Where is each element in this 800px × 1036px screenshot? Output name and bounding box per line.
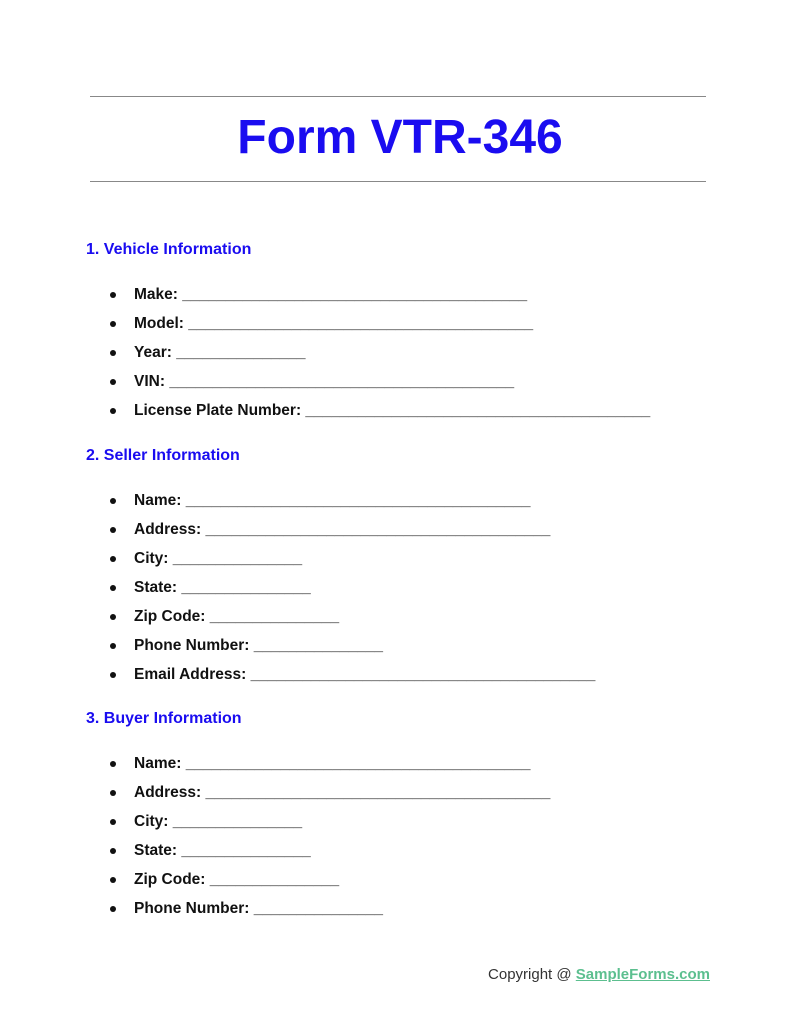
field-blank[interactable]: _______________: [181, 579, 311, 596]
bullet-icon: [110, 877, 116, 883]
field-label: Name:: [134, 755, 182, 772]
copyright-text: Copyright @: [488, 966, 576, 983]
vehicle-information-list: [110, 285, 650, 430]
field-label: State:: [134, 579, 178, 596]
seller-information-list: [110, 491, 595, 694]
bullet-icon: [110, 498, 116, 504]
bullet-icon: [110, 790, 116, 796]
field-blank[interactable]: ________________________________________: [182, 286, 528, 303]
bullet-icon: [110, 585, 116, 591]
field-blank[interactable]: ________________________________________: [205, 521, 551, 538]
field-blank[interactable]: ________________________________________: [205, 784, 551, 801]
field-buyer-city: [110, 812, 550, 841]
field-blank[interactable]: ________________________________________: [188, 315, 534, 332]
bullet-icon: [110, 672, 116, 678]
section-heading-vehicle-information: 1. Vehicle Information: [86, 241, 252, 258]
field-blank[interactable]: ________________________________________: [185, 755, 531, 772]
field-label: Make:: [134, 286, 178, 303]
field-blank[interactable]: _______________: [209, 871, 340, 888]
field-seller-email-address: [110, 665, 595, 694]
bullet-icon: [110, 321, 116, 327]
field-label: Model:: [134, 315, 184, 332]
field-blank[interactable]: _______________: [181, 842, 311, 859]
title-rule-bottom: [90, 181, 706, 182]
bullet-icon: [110, 848, 116, 854]
field-label: Zip Code:: [134, 871, 206, 888]
field-blank[interactable]: _______________: [172, 813, 303, 830]
field-buyer-phone-number: [110, 899, 550, 928]
bullet-icon: [110, 350, 116, 356]
field-blank[interactable]: _______________: [172, 550, 303, 567]
field-blank[interactable]: ________________________________________: [169, 373, 515, 390]
bullet-icon: [110, 379, 116, 385]
buyer-information-list: [110, 754, 550, 928]
field-blank[interactable]: ________________________________________: [305, 402, 651, 419]
field-blank[interactable]: _______________: [253, 900, 384, 917]
field-year: [110, 343, 650, 372]
field-buyer-zip-code: [110, 870, 550, 899]
field-seller-state: [110, 578, 595, 607]
field-blank[interactable]: ________________________________________: [250, 666, 596, 683]
field-license-plate-number: [110, 401, 650, 430]
field-seller-city: [110, 549, 595, 578]
bullet-icon: [110, 614, 116, 620]
field-blank[interactable]: _______________: [176, 344, 306, 361]
bullet-icon: [110, 556, 116, 562]
field-label: Address:: [134, 784, 202, 801]
field-vin: [110, 372, 650, 401]
bullet-icon: [110, 292, 116, 298]
brand-link[interactable]: SampleForms.com: [575, 966, 710, 983]
field-label: VIN:: [134, 373, 165, 390]
bullet-icon: [110, 906, 116, 912]
field-label: License Plate Number:: [134, 402, 302, 419]
footer-copyright: [488, 966, 710, 983]
bullet-icon: [110, 408, 116, 414]
field-label: Year:: [134, 344, 172, 361]
page-title: Form VTR-346: [237, 111, 563, 164]
field-buyer-state: [110, 841, 550, 870]
field-label: Name:: [134, 492, 182, 509]
section-heading-seller-information: 2. Seller Information: [86, 447, 240, 464]
field-label: Address:: [134, 521, 202, 538]
field-label: State:: [134, 842, 178, 859]
field-label: Phone Number:: [134, 900, 250, 917]
field-seller-zip-code: [110, 607, 595, 636]
bullet-icon: [110, 819, 116, 825]
field-label: Zip Code:: [134, 608, 206, 625]
field-blank[interactable]: _______________: [253, 637, 384, 654]
bullet-icon: [110, 527, 116, 533]
field-label: City:: [134, 813, 169, 830]
field-seller-phone-number: [110, 636, 595, 665]
field-label: Phone Number:: [134, 637, 250, 654]
field-model: [110, 314, 650, 343]
field-make: [110, 285, 650, 314]
field-blank[interactable]: ________________________________________: [185, 492, 531, 509]
section-heading-buyer-information: 3. Buyer Information: [86, 710, 242, 727]
field-label: Email Address:: [134, 666, 247, 683]
field-buyer-address: [110, 783, 550, 812]
field-buyer-name: [110, 754, 550, 783]
field-seller-address: [110, 520, 595, 549]
field-blank[interactable]: _______________: [209, 608, 340, 625]
bullet-icon: [110, 643, 116, 649]
title-rule-top: [90, 96, 706, 97]
bullet-icon: [110, 761, 116, 767]
field-seller-name: [110, 491, 595, 520]
field-label: City:: [134, 550, 169, 567]
